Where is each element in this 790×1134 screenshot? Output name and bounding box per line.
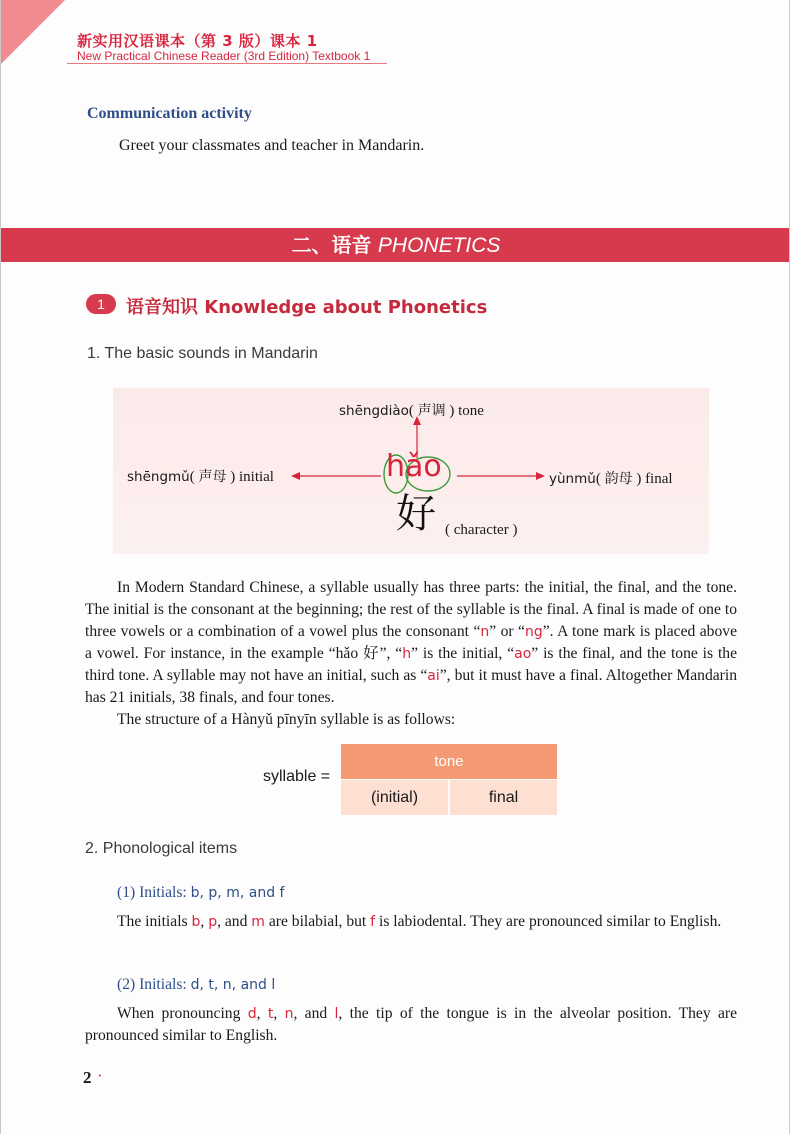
para-ng: ng	[524, 624, 543, 640]
item-2-t: t	[267, 1006, 274, 1022]
banner-english: PHONETICS	[377, 234, 501, 257]
para-text-5: ”, but it must have a final. Altogether Mandarin has 21 initials, 38 finals, and four tones.	[85, 667, 737, 706]
item-1-p: p	[208, 914, 218, 930]
item-1-text-1: The initials	[117, 913, 192, 930]
para-text-2: . A tone mark is placed above a vowel. For instance, in the example “hǎo 好”, “	[85, 623, 737, 662]
item-1-comma: ,	[200, 913, 209, 930]
item-2-heading-letters: d, t, n, and l	[190, 977, 276, 993]
item-2-body	[85, 1003, 737, 1047]
para-ao: ao	[514, 646, 532, 662]
subsection-basic-sounds: 1. The basic sounds in Mandarin	[87, 345, 318, 362]
para-ai: ai	[427, 668, 440, 684]
item-1-heading-letters: b, p, m, and f	[190, 885, 285, 901]
tone-pinyin: shēngdiào	[339, 403, 409, 419]
final-english: final	[645, 471, 673, 487]
corner-decoration	[1, 0, 65, 64]
para-text-4: ” is the final, and the tone is the third tone. A syllable may not have an initial, such as “	[85, 645, 737, 684]
hao-character: 好	[396, 491, 436, 537]
item-1-text-3: is labiodental. They are pronounced similar to English.	[375, 913, 722, 930]
initial-chinese: 声母	[198, 469, 227, 485]
item-2-text-2: , the tip of the tongue is in the alveolar position. They are pronounced similar to English.	[85, 1005, 738, 1044]
header-underline	[67, 63, 387, 64]
item-2-heading	[117, 976, 275, 994]
hao-initial: h	[386, 449, 406, 484]
final-pinyin: yùnmǔ	[549, 471, 596, 487]
item-1-b: b	[191, 914, 201, 930]
banner-chinese: 二、语音	[291, 233, 372, 257]
item-1-text-2: are bilabial, but	[264, 913, 371, 930]
para-or: or	[496, 623, 519, 640]
tone-label: shēngdiào( 声调 ) tone	[339, 403, 484, 419]
item-1-m: m	[251, 914, 265, 930]
item-2-d: d	[247, 1006, 257, 1022]
section-number-badge: 1	[86, 294, 116, 314]
structure-initial-cell: (initial)	[341, 780, 448, 815]
communication-activity-title: Communication activity	[87, 105, 252, 122]
initial-label: shēngmǔ( 声母 ) initial	[127, 469, 274, 485]
structure-tone-cell: tone	[341, 744, 557, 779]
syllable-equals-label: syllable =	[263, 768, 331, 785]
arrow-right-head	[536, 472, 545, 480]
final-label: yùnmǔ( 韵母 ) final	[549, 471, 673, 487]
character-label-text: character	[453, 522, 509, 538]
hao-pinyin	[386, 450, 442, 484]
item-1-body	[85, 911, 737, 933]
para-n: n	[480, 624, 490, 640]
para-text-3: ” is the initial, “	[411, 645, 515, 662]
tone-chinese: 声调	[417, 403, 446, 419]
item-2-and: , and	[293, 1005, 335, 1022]
character-label: ( character )	[445, 522, 518, 538]
header-chinese-title: 新实用汉语课本（第 3 版）课本 1	[77, 32, 318, 50]
item-2-heading-prefix: (2) Initials:	[117, 976, 191, 993]
initial-pinyin: shēngmǔ	[127, 469, 190, 485]
subsection-phonological-items: 2. Phonological items	[85, 840, 238, 857]
arrow-left-head	[291, 472, 300, 480]
item-1-and: , and	[217, 913, 252, 930]
item-1-heading-prefix: (1) Initials:	[117, 884, 191, 901]
syllable-structure-table	[341, 744, 557, 815]
item-2-n: n	[284, 1006, 294, 1022]
item-2-l: l	[334, 1006, 339, 1022]
syllable-paragraph: In Modern Standard Chinese, a syllable usually has three parts: the initial, the final, and the tone. The initial is the consonant at the beginning; the rest of the syllable is the final. A final is made of one to three vowels or a combination of a vowel plus the consonant “n” or “ng”. A tone mark is placed above a vowel. For instance, in the example “hǎo 好”, “h” is the initial, “ao” is the final, and the tone is the third tone. A syllable may not have an initial, such as “ai”, but it must have a final. Altogether Mandarin has 21 initials, 38 finals, and four tones.	[85, 579, 737, 706]
header-english-title: New Practical Chinese Reader (3rd Edition) Textbook 1	[77, 49, 371, 63]
structure-intro: The structure of a Hànyǔ pīnyīn syllable is as follows:	[117, 711, 456, 728]
section-title: 语音知识 Knowledge about Phonetics	[126, 297, 488, 318]
item-2-comma-1: ,	[256, 1005, 268, 1022]
structure-final-cell: final	[450, 780, 557, 815]
syllable-diagram	[113, 388, 709, 554]
communication-activity-body: Greet your classmates and teacher in Mandarin.	[119, 137, 425, 154]
initial-english: initial	[238, 469, 274, 485]
banner-title	[1, 228, 790, 262]
final-chinese: 韵母	[604, 471, 633, 487]
item-2-text-1: When pronouncing	[117, 1005, 248, 1022]
para-text-1: In Modern Standard Chinese, a syllable usually has three parts: the initial, the final, and the tone. The initial is the consonant at the beginning; the rest of the syllable is the final. A final is made of one to three vowels or a combination of a vowel plus the consonant	[85, 579, 737, 640]
page-number-dot: ·	[97, 1066, 103, 1085]
item-1-heading	[117, 884, 284, 902]
tone-english: tone	[458, 403, 484, 419]
page-number: 2	[83, 1068, 92, 1087]
para-h: h	[402, 646, 412, 662]
item-1-f: f	[370, 914, 376, 930]
hao-final: ǎo	[405, 449, 442, 484]
item-2-comma-2: ,	[273, 1005, 285, 1022]
